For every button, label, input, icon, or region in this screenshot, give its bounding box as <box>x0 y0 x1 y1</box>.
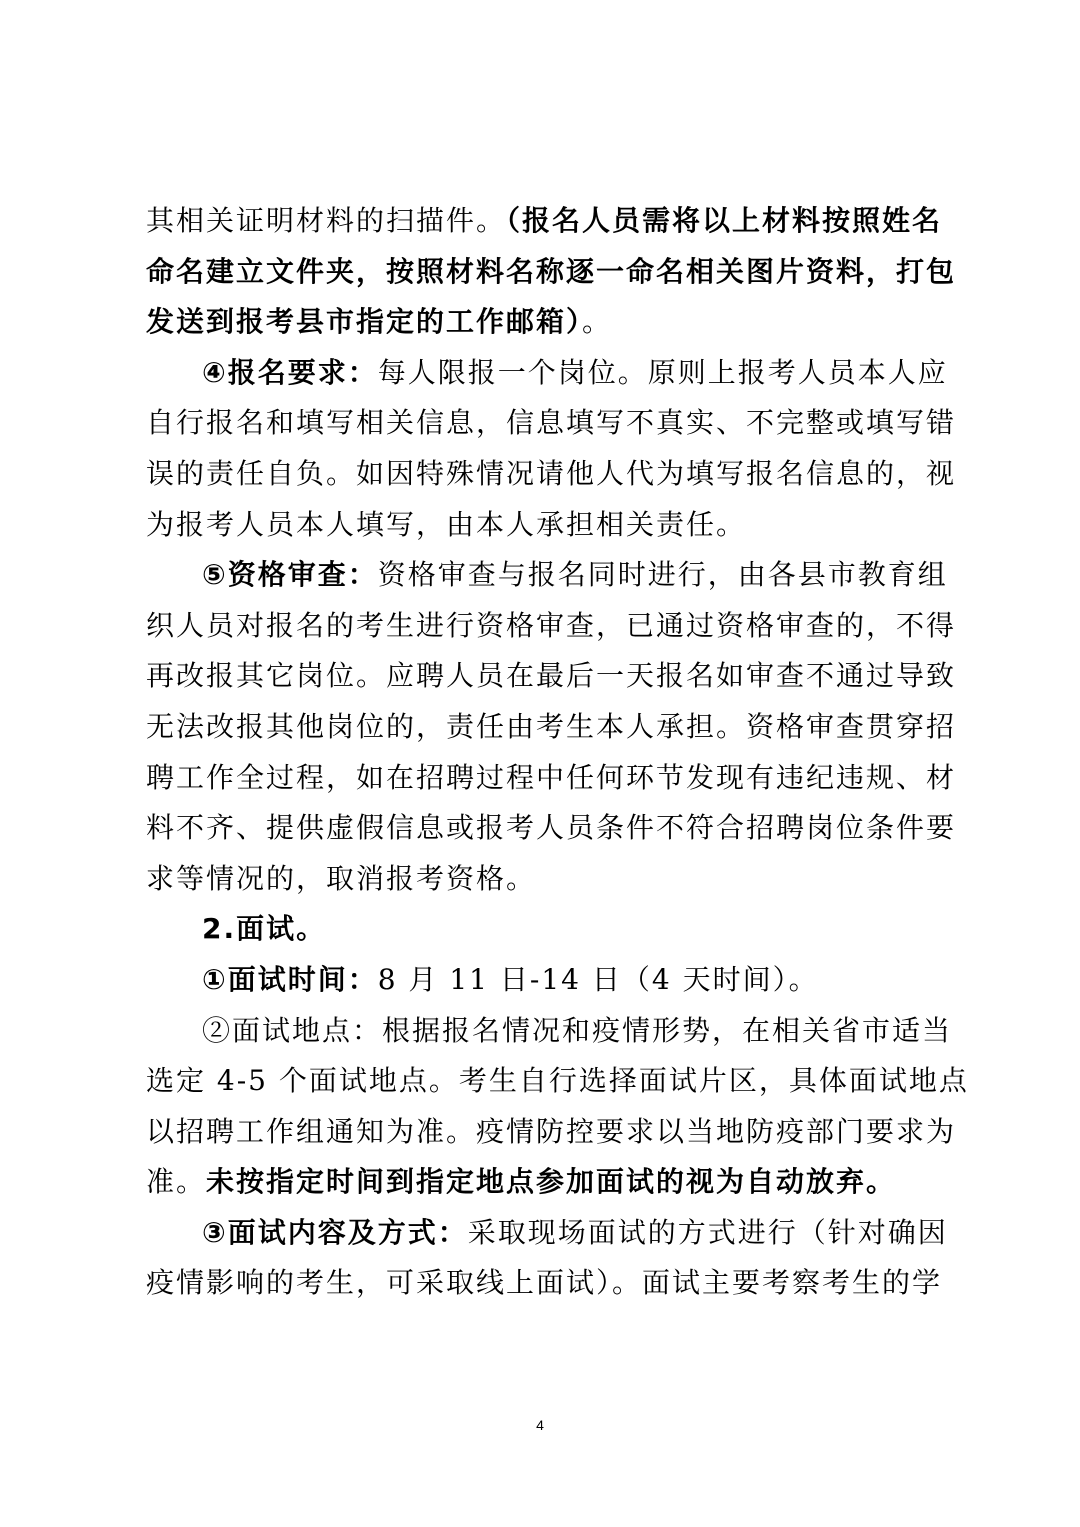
paragraph <box>146 1208 948 1309</box>
page-number: 4 <box>536 1417 544 1433</box>
paragraph <box>146 196 957 348</box>
bold-text: ⑤资格审查： <box>202 558 378 592</box>
text-line <box>146 196 943 247</box>
text-line <box>146 1208 948 1259</box>
bold-text: ①面试时间： <box>202 962 378 996</box>
paragraph <box>146 904 940 955</box>
text: 其相关证明材料的扫描件。 <box>146 204 507 237</box>
paragraph <box>146 955 940 1006</box>
bold-text: ④报名要求： <box>202 355 378 389</box>
text: ②面试地点：根据报名情况和疫情形势，在相关省市适当 <box>202 1013 953 1047</box>
text: 求等情况的，取消报考资格。 <box>146 861 537 895</box>
text-line <box>146 398 957 449</box>
text-line <box>146 702 957 753</box>
text-line <box>146 500 940 551</box>
text-line <box>146 247 957 298</box>
text: 8 月 11 日-14 日（4 天时间）。 <box>377 962 819 996</box>
paragraph <box>146 550 957 904</box>
text-line <box>146 297 940 348</box>
text: 无法改报其他岗位的，责任由考生本人承担。资格审查贯穿招 <box>146 709 957 743</box>
text: 疫情影响的考生，可采取线上面试）。面试主要考察考生的学 <box>146 1266 943 1300</box>
text: 资格审查与报名同时进行，由各县市教育组 <box>377 558 948 592</box>
text-line <box>146 854 940 905</box>
text-line <box>146 753 957 804</box>
paragraph <box>146 348 957 550</box>
bold-text: 2.面试。 <box>202 912 327 946</box>
text-line <box>146 1056 969 1107</box>
text-line <box>146 803 957 854</box>
text: 采取现场面试的方式进行（针对确因 <box>467 1215 948 1249</box>
text-line <box>146 651 957 702</box>
text: 。 <box>582 305 613 339</box>
text-line <box>146 348 948 399</box>
bold-text: （报名人员需将以上材料按照姓名 <box>506 204 943 237</box>
text-line <box>146 955 940 1006</box>
text-line <box>146 601 957 652</box>
text: 以招聘工作组通知为准。疫情防控要求以当地防疫部门要求为 <box>146 1114 957 1148</box>
text-line <box>146 449 957 500</box>
text: 再改报其它岗位。应聘人员在最后一天报名如审查不通过导致 <box>146 659 957 693</box>
text: 料不齐、提供虚假信息或报考人员条件不符合招聘岗位条件要 <box>146 811 957 845</box>
bold-text: 命名建立文件夹，按照材料名称逐一命名相关图片资料，打包 <box>146 254 957 288</box>
text: 误的责任自负。如因特殊情况请他人代为填写报名信息的，视 <box>146 456 957 490</box>
text-line <box>146 1258 943 1309</box>
paragraph <box>146 1006 969 1208</box>
bold-text: 发送到报考县市指定的工作邮箱） <box>146 305 583 339</box>
text-line <box>146 904 940 955</box>
text-line <box>146 1107 957 1158</box>
text: 织人员对报名的考生进行资格审查，已通过资格审查的，不得 <box>146 608 957 642</box>
bold-text: 未按指定时间到指定地点参加面试的视为自动放弃。 <box>206 1165 897 1199</box>
text: 准。 <box>146 1165 207 1199</box>
document-body <box>146 196 969 1309</box>
text: 选定 4-5 个面试地点。考生自行选择面试片区，具体面试地点 <box>146 1064 969 1098</box>
text-line <box>146 550 948 601</box>
text-line <box>146 1006 953 1057</box>
text: 自行报名和填写相关信息，信息填写不真实、不完整或填写错 <box>146 406 957 440</box>
text: 每人限报一个岗位。原则上报考人员本人应 <box>377 355 948 389</box>
text: 聘工作全过程，如在招聘过程中任何环节发现有违纪违规、材 <box>146 760 957 794</box>
bold-text: ③面试内容及方式： <box>202 1215 468 1249</box>
text-line <box>146 1157 940 1208</box>
text: 为报考人员本人填写，由本人承担相关责任。 <box>146 507 747 541</box>
